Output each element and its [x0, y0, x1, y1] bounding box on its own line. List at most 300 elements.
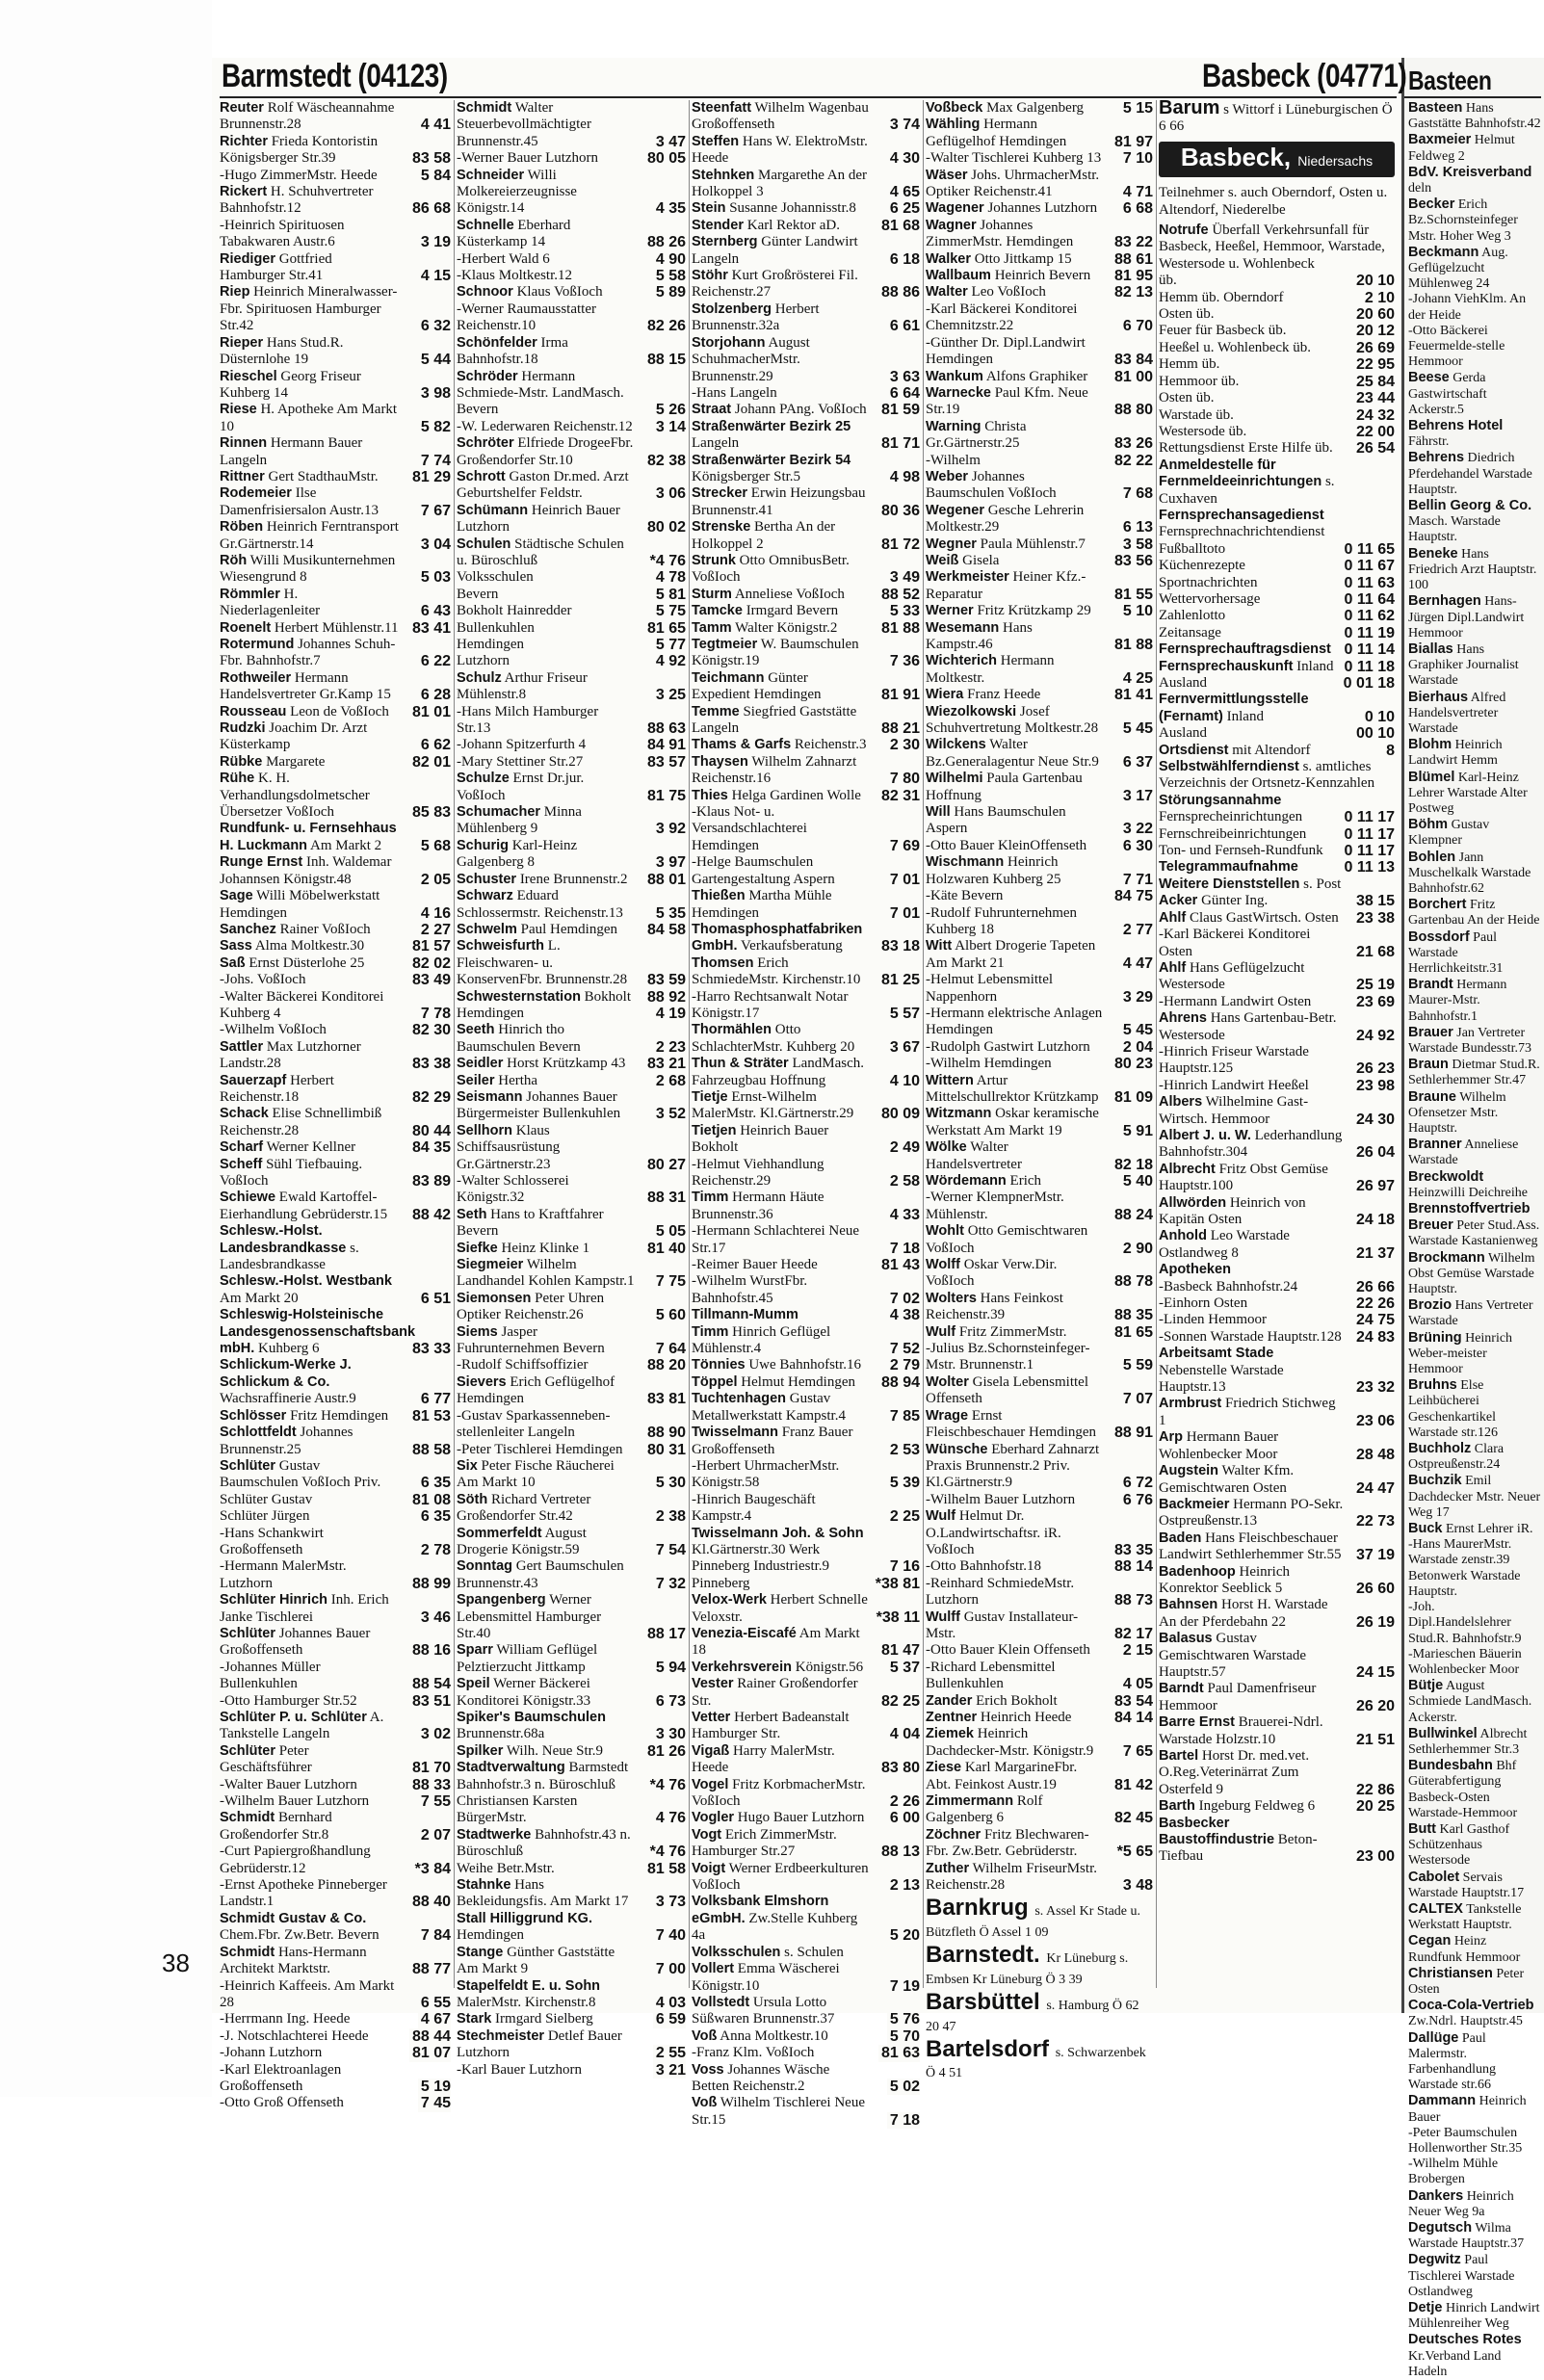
phone-number: 22 00: [1353, 424, 1395, 440]
listing-entry: [457, 569, 686, 586]
listing-entry: [220, 1743, 451, 1777]
listing-entry: [220, 754, 451, 771]
entry-name: Seismann: [457, 1088, 523, 1105]
entry-name: Thaysen: [692, 753, 748, 770]
listing-entry: [692, 200, 920, 217]
entry-name: Volksschulen: [692, 1944, 781, 1960]
listing-entry: [926, 854, 1153, 888]
phone-number: 5 75: [653, 603, 686, 619]
entry-text: Erich Geflügelhof Hemdingen: [457, 1373, 615, 1407]
phone-number: 7 00: [653, 1961, 686, 1977]
phone-number: 83 21: [644, 1056, 686, 1072]
listing-entry: [926, 1324, 1153, 1341]
entry-text: Erich Bokholt: [976, 1692, 1058, 1709]
entry-text: Hemm üb. Oberndorf: [1159, 289, 1284, 305]
listing-entry: [220, 1911, 451, 1945]
entry-text: Martha Mühle Hemdingen: [692, 888, 832, 921]
entry-name: Dallüge: [1408, 2029, 1459, 2046]
place-note: s. Assel Kr Stade u. Bützfleth Ö Assel 1 09: [926, 1904, 1141, 1940]
listing-entry: [457, 1241, 686, 1257]
entry-text: Otto SchlachterMstr. Kuhberg 20: [692, 1022, 855, 1055]
listing-entry: [1408, 1441, 1541, 1473]
phone-number: 3 63: [887, 369, 920, 385]
entry-name: Sattler: [220, 1038, 264, 1055]
phone-number: 5 84: [418, 168, 451, 184]
entry-text: -Harro Rechtsanwalt Notar Königstr.17: [692, 988, 849, 1021]
entry-name: Wegener: [926, 502, 984, 518]
listing-entry: [692, 1777, 920, 1811]
entry-text: L. Fleischwaren- u. KonservenFbr. Brunnenstr.28: [457, 938, 628, 988]
place-note: s. Schwarzenbek Ö 4 51: [926, 2045, 1146, 2081]
entry-text: Westersode üb.: [1159, 423, 1247, 439]
listing-entry: [926, 1056, 1153, 1072]
phone-number: 4 33: [887, 1207, 920, 1223]
entry-text: Leo VoßIoch: [971, 284, 1046, 301]
entry-name: Tietje: [692, 1088, 728, 1105]
entry-name: Fernsprechauftragsdienst: [1159, 641, 1331, 658]
entry-text: -Hugo ZimmerMstr. Heede: [220, 167, 378, 183]
entry-name: Wünsche: [926, 1441, 988, 1457]
entry-name: Tuchtenhagen: [692, 1391, 787, 1407]
entry-text: Wilhelm Tischlerei Neue Str.15: [692, 2095, 866, 2128]
entry-name: Schnoor: [457, 284, 513, 301]
entry-text: Herbert Schnelle Veloxstr.: [692, 1592, 868, 1625]
listing-entry: [926, 1073, 1153, 1107]
entry-text: Heeßel u. Wohlenbeck üb.: [1159, 339, 1312, 355]
listing-entry: [692, 1391, 920, 1425]
entry-text: Heinrich Landwirt Hemm: [1408, 738, 1503, 769]
entry-text: Heinrich Dachdecker-Mstr. Königstr.9: [926, 1726, 1094, 1759]
entry-name: Beese: [1408, 370, 1450, 386]
entry-text: August SchuhmacherMstr. Brunnenstr.29: [692, 334, 810, 384]
entry-name: Timm: [692, 1323, 729, 1340]
listing-entry: [220, 335, 451, 369]
entry-name: Armbrust: [1159, 1396, 1222, 1412]
entry-text: Fährstr.: [1408, 434, 1450, 450]
listing-entry: [457, 1207, 686, 1241]
entry-text: Heinrich Bevern: [994, 268, 1091, 284]
entry-name: Dammann: [1408, 2093, 1477, 2109]
entry-text: Hans Baumschulen Aspern: [926, 804, 1066, 837]
listing-entry: [692, 268, 920, 301]
phone-number: 0 11 19: [1342, 625, 1396, 641]
phone-number: 80 31: [644, 1442, 686, 1458]
entry-text: Bevern: [457, 586, 499, 602]
phone-number: 6 64: [887, 385, 920, 402]
phone-number: 25 19: [1353, 977, 1395, 993]
entry-text: Gerda Gastwirtschaft Ackerstr.5: [1408, 371, 1487, 417]
entry-text: Heinzwilli Deichreihe: [1408, 1185, 1529, 1200]
phone-number: 83 58: [409, 150, 451, 167]
phone-number: 88 86: [878, 284, 920, 301]
listing-entry: [692, 453, 920, 486]
entry-name: Wiera: [926, 687, 964, 703]
entry-text: Günter Ing.: [1201, 893, 1269, 909]
entry-text: Diedrich Pferdehandel Warstade Hauptstr.: [1408, 451, 1532, 497]
phone-number: 0 10: [1362, 709, 1395, 725]
listing-entry: [926, 1341, 1153, 1374]
entry-text: s. Landesbrandkasse: [220, 1240, 359, 1273]
entry-text: -Klaus Moltkestr.12: [457, 268, 572, 284]
phone-number: 5 59: [1120, 1357, 1153, 1373]
entry-text: Johannes ZimmerMstr. Hemdingen: [926, 217, 1074, 250]
entry-text: Volksschulen: [457, 569, 534, 586]
entry-name: Siegmeier: [457, 1257, 524, 1273]
entry-text: -Reinhard SchmiedeMstr. Lutzhorn: [926, 1575, 1075, 1608]
entry-name: Buchholz: [1408, 1441, 1472, 1457]
listing-entry: [220, 955, 451, 972]
entry-text: Willi Möbelwerkstatt Hemdingen: [220, 888, 380, 921]
listing-entry: [1159, 893, 1395, 909]
phone-number: 2 04: [1120, 1039, 1153, 1056]
entry-name: Bellin Georg & Co.: [1408, 498, 1532, 514]
entry-name: Sage: [220, 888, 253, 904]
listing-entry: [457, 1492, 686, 1526]
entry-text: Karl Gasthof Schützenhaus Westersode: [1408, 1821, 1510, 1869]
phone-number: 6 35: [418, 1475, 451, 1491]
entry-name: Störungsannahme: [1159, 792, 1282, 808]
entry-name: Albert J. u. W.: [1159, 1127, 1251, 1143]
entry-name: Baden: [1159, 1530, 1202, 1546]
listing-entry: [1159, 374, 1395, 390]
entry-text: Hinrich Geflügel Mühlenstr.4: [692, 1323, 831, 1357]
entry-text: MalerMstr. Kirchenstr.8: [457, 1994, 596, 2010]
column-1: [220, 100, 451, 2112]
listing-entry: [1159, 558, 1395, 574]
entry-text: Schlüter Jürgen: [220, 1508, 310, 1525]
column-2: [457, 100, 686, 2079]
phone-number: 22 95: [1353, 356, 1395, 373]
phone-number: 80 05: [644, 150, 686, 167]
listing-entry: [457, 1710, 686, 1743]
phone-number: 7 68: [1120, 485, 1153, 502]
entry-text: Erich: [1009, 1173, 1042, 1189]
phone-number: 21 68: [1353, 944, 1395, 960]
phone-number: 3 21: [653, 2062, 686, 2079]
entry-text: Gert Baumschulen Brunnenstr.43: [457, 1558, 624, 1591]
listing-entry: [220, 2095, 451, 2111]
entry-text: Hermann Bauer Wohlenbecker Moor: [1159, 1429, 1279, 1462]
listing-entry: [692, 989, 920, 1023]
entry-text: -Hans Langeln: [692, 384, 777, 401]
listing-entry: [692, 1526, 920, 1576]
phone-number: 4 76: [653, 1810, 686, 1826]
listing-entry: [692, 234, 920, 268]
listing-entry: [926, 1827, 1153, 1861]
entry-name: Strunk: [692, 552, 736, 568]
entry-name: CALTEX: [1408, 1900, 1463, 1917]
entry-text: Inland: [1296, 658, 1334, 674]
entry-text: Hermann Häute Brunnenstr.36: [692, 1190, 824, 1222]
listing-entry: [220, 1273, 451, 1307]
entry-text: Willi Musikunternehmen Wiesengrund 8: [220, 552, 396, 586]
phone-number: 81 57: [409, 938, 451, 955]
listing-entry: [1408, 498, 1541, 546]
phone-number: 20 60: [1353, 306, 1395, 323]
entry-text: Eberhard Zahnarzt Praxis Brunnenstr.2 Priv. Kl.Gärtnerstr.9: [926, 1441, 1100, 1491]
phone-number: 4 04: [887, 1726, 920, 1742]
entry-text: Hemdingen: [457, 1005, 524, 1021]
banner-title: Basbeck,: [1180, 142, 1292, 171]
entry-text: Richard Vertreter Großendorfer Str.42: [457, 1491, 591, 1525]
listing-entry: [220, 469, 451, 485]
entry-text: s Wittorf i Lüneburgischen Ö 6 66: [1159, 102, 1393, 135]
listing-entry: [457, 1877, 686, 1911]
entry-text: -Wilhelm: [926, 452, 981, 468]
listing-entry: [692, 1257, 920, 1273]
listing-entry: [1159, 541, 1395, 558]
place-name: Barsbüttel: [926, 1989, 1040, 2016]
entry-text: Sühl Tiefbauing. VoßIoch: [220, 1156, 363, 1189]
phone-number: 38 15: [1353, 893, 1395, 909]
listing-entry: [692, 1022, 920, 1056]
entry-text: Emil Dachdecker Mstr. Neuer Weg 17: [1408, 1474, 1541, 1520]
phone-number: 2 27: [418, 922, 451, 938]
listing-entry: [220, 134, 451, 168]
entry-text: Wilma Warstade Hauptstr.37: [1408, 2221, 1525, 2252]
listing-entry: [692, 1056, 920, 1089]
entry-name: Schwarz: [457, 888, 513, 904]
listing-entry: [1159, 407, 1395, 424]
entry-text: Günter Landwirt Langeln: [692, 234, 858, 267]
place-entry: [926, 1989, 1153, 2035]
listing-entry: [1408, 1726, 1541, 1758]
entry-name: Seeth: [457, 1022, 495, 1038]
entry-text: mit Altendorf: [1232, 742, 1311, 758]
entry-text: Hans-Jürgen Dipl.Landwirt Hemmoor: [1408, 594, 1525, 641]
phone-number: 84 58: [644, 922, 686, 938]
entry-text: -Werner Bauer Lutzhorn: [457, 150, 599, 167]
entry-name: Tamm: [692, 619, 732, 636]
phone-number: 81 40: [644, 1241, 686, 1257]
entry-text: Fritz Krützkamp 29: [977, 603, 1091, 619]
listing-entry: [457, 1827, 686, 1861]
entry-text: -J. Notschlachterei Heede: [220, 2027, 369, 2044]
entry-name: Stechmeister: [457, 2027, 545, 2044]
phone-number: 7 16: [887, 1558, 920, 1575]
listing-entry: [926, 888, 1153, 904]
listing-entry: [220, 771, 451, 821]
listing-entry: [1408, 1137, 1541, 1168]
entry-name: Albrecht: [1159, 1161, 1216, 1177]
entry-name: Twisselmann: [692, 1425, 778, 1441]
entry-text: Ton- und Fernseh-Rundfunk: [1159, 843, 1323, 859]
listing-entry: [220, 1978, 451, 2012]
phone-number: 5 44: [418, 352, 451, 368]
phone-number: 6 37: [1120, 754, 1153, 771]
entry-name: Thams & Garfs: [692, 737, 792, 753]
listing-entry: [692, 704, 920, 738]
listing-entry: [1408, 929, 1541, 978]
entry-text: Masch. Warstade Hauptstr.: [1408, 514, 1501, 545]
listing-entry: [1159, 1329, 1395, 1346]
listing-entry: [220, 1022, 451, 1038]
entry-text: -Helge Baumschulen Gartengestaltung Aspern: [692, 854, 835, 887]
listing-entry: [1408, 1678, 1541, 1726]
listing-entry: [926, 905, 1153, 939]
entry-text: Ingeburg Feldweg 6: [1198, 1798, 1316, 1815]
phone-number: 82 18: [1112, 1157, 1153, 1173]
listing-entry: [457, 737, 686, 753]
entry-text: Franz Bauer Großoffenseth: [692, 1425, 853, 1457]
entry-text: -Rudolf Fuhrunternehmen Kuhberg 18: [926, 904, 1078, 937]
listing-entry: [457, 872, 686, 888]
listing-entry: [457, 1526, 686, 1559]
entry-name: Schmidt: [220, 1944, 275, 1960]
phone-number: 88 01: [644, 872, 686, 888]
entry-text: -Werner Raumausstatter Reichenstr.10: [457, 301, 596, 334]
phone-number: 7 74: [418, 453, 451, 469]
entry-text: Werner Kellner: [266, 1139, 356, 1156]
column-3: [692, 100, 920, 2129]
entry-text: Werner Erdbeerkulturen VoßIoch: [692, 1860, 869, 1894]
entry-name: Straat: [692, 402, 732, 418]
entry-name: Stange: [457, 1944, 504, 1960]
listing-entry: [1408, 1473, 1541, 1521]
entry-name: Breckwoldt: [1408, 1168, 1484, 1185]
listing-entry: [220, 435, 451, 469]
column-divider: [689, 100, 690, 1988]
entry-name: Wegner: [926, 536, 977, 552]
entry-text: Peter Uhren Optiker Reichenstr.26: [457, 1290, 605, 1323]
entry-text: s. Schulen: [784, 1944, 844, 1960]
entry-text: Kr.Verband Land Hadeln: [1408, 2348, 1502, 2379]
phone-number: 5 60: [653, 1307, 686, 1323]
listing-entry: [457, 1291, 686, 1324]
phone-number: 7 69: [887, 838, 920, 854]
entry-name: Stender: [692, 217, 744, 233]
entry-text: Bertha An der Holkoppel 2: [692, 519, 836, 552]
entry-name: Rittner: [220, 468, 265, 484]
entry-name: Behrens Hotel: [1408, 418, 1504, 434]
phone-number: 26 69: [1353, 340, 1395, 356]
entry-name: Steffen: [692, 133, 740, 149]
listing-entry: [926, 1576, 1153, 1609]
listing-entry: [457, 771, 686, 804]
listing-entry: [692, 1660, 920, 1676]
entry-name: Schumacher: [457, 804, 541, 821]
phone-number: 80 44: [409, 1123, 451, 1139]
phone-number: 2 05: [418, 872, 451, 888]
entry-name: Schröder: [457, 368, 518, 384]
phone-number: 5 45: [1120, 720, 1153, 737]
entry-name: Balasus: [1159, 1631, 1213, 1647]
entry-text: -Karl Elektroanlagen Großoffenseth: [220, 2061, 342, 2094]
phone-number: 83 54: [1112, 1693, 1153, 1710]
entry-text: -Wilhelm Bauer Lutzhorn: [926, 1491, 1076, 1507]
listing-entry: [457, 419, 686, 435]
listing-entry: [1408, 2126, 1541, 2157]
entry-name: Sturm: [692, 586, 732, 602]
entry-text: Werner Bäckerei Konditorei Königstr.33: [457, 1676, 591, 1709]
phone-number: 83 38: [409, 1056, 451, 1072]
phone-number: 6 55: [418, 1995, 451, 2011]
phone-number: 0 11 13: [1342, 859, 1396, 876]
entry-name: Schlüter P. u. Schlüter: [220, 1710, 367, 1725]
entry-text: Klaus Schiffsausrüstung Gr.Gärtnerstr.23: [457, 1122, 561, 1172]
entry-text: Königsberger Str.5: [692, 468, 801, 484]
phone-number: *4 76: [647, 1777, 686, 1793]
listing-entry: [220, 1458, 451, 1492]
entry-text: Hans Gaststätte Bahnhofstr.42: [1408, 101, 1541, 132]
entry-text: Hermann Maurer-Mstr. Bahnhofstr.1: [1408, 978, 1507, 1024]
listing-entry: [926, 100, 1153, 117]
entry-name: Bullwinkel: [1408, 1725, 1478, 1741]
phone-number: 7 32: [653, 1576, 686, 1592]
entry-text: Heinz Klinke 1: [501, 1240, 590, 1256]
entry-text: Horst Dr. med.vet. O.Reg.Veterinärrat Zum Osterfeld 9: [1159, 1748, 1310, 1797]
entry-text: Brunnenstr.68a: [457, 1726, 545, 1742]
listing-entry: [1408, 817, 1541, 849]
phone-number: 4 41: [418, 117, 451, 133]
phone-number: 3 29: [1120, 989, 1153, 1006]
entry-name: Allwörden: [1159, 1194, 1227, 1211]
entry-text: Günter Expedient Hemdingen: [692, 669, 822, 703]
listing-entry: [1408, 1250, 1541, 1298]
entry-text: Johs. UhrmacherMstr. Optiker Reichenstr.41: [926, 167, 1100, 200]
listing-entry: [692, 100, 920, 134]
place-name: Barnstedt.: [926, 1942, 1040, 1969]
listing-entry: [692, 1089, 920, 1123]
phone-number: 82 31: [878, 788, 920, 804]
phone-number: 2 13: [887, 1877, 920, 1894]
phone-number: 6 13: [1120, 519, 1153, 536]
phone-number: 4 78: [653, 569, 686, 586]
entry-name: Dankers: [1408, 2187, 1464, 2204]
entry-name: Telegrammaufnahme: [1159, 859, 1298, 876]
entry-text: Franz Heede: [967, 687, 1041, 703]
listing-entry: [926, 1190, 1153, 1223]
entry-text: -Heinrich Kaffeeis. Am Markt 28: [220, 1977, 395, 2010]
phone-number: 6 70: [1120, 318, 1153, 334]
listing-entry: [692, 788, 920, 804]
entry-text: Brauerei-Ndrl. Warstade Holzstr.10: [1159, 1714, 1323, 1747]
entry-text: Peter Fische Räucherei Am Markt 10: [457, 1457, 615, 1491]
listing-entry: [1408, 1569, 1541, 1600]
entry-text: Wilhelmine Gast-Wirtsch. Hemmoor: [1159, 1094, 1309, 1127]
listing-entry: [926, 1006, 1153, 1039]
phone-number: 24 18: [1353, 1212, 1395, 1228]
entry-name: Borchert: [1408, 897, 1467, 913]
listing-entry: [457, 1558, 686, 1592]
entry-text: Heinrich Weber-meister Hemmoor: [1408, 1330, 1513, 1377]
entry-text: Gustav Klempner: [1408, 818, 1490, 849]
phone-number: 6 30: [1120, 838, 1153, 854]
entry-text: Reichenstr.3: [794, 737, 867, 753]
entry-name: Steenfatt: [692, 100, 752, 116]
entry-name: Stark: [457, 2011, 492, 2027]
listing-entry: [692, 1492, 920, 1526]
listing-entry: [692, 1357, 920, 1373]
entry-name: Degwitz: [1408, 2252, 1461, 2268]
phone-number: 3 49: [887, 569, 920, 586]
listing-entry: [220, 100, 451, 134]
phone-number: 81 71: [878, 435, 920, 452]
phone-number: 7 67: [418, 503, 451, 519]
entry-text: -Mary Stettiner Str.27: [457, 753, 584, 770]
listing-entry: [1408, 1933, 1541, 1965]
entry-text: August Schmiede LandMasch. Ackerstr.: [1408, 1679, 1532, 1725]
entry-name: Vogler: [692, 1810, 735, 1826]
entry-name: Stein: [692, 200, 726, 217]
entry-name: Schack: [220, 1106, 269, 1122]
entry-text: Johannes Baumschulen VoßIoch: [926, 468, 1057, 502]
entry-name: Speil: [457, 1676, 490, 1692]
phone-number: 82 29: [409, 1089, 451, 1106]
entry-name: Bartel: [1159, 1748, 1199, 1764]
entry-name: Stadtwerke: [457, 1826, 532, 1843]
listing-entry: [1408, 1521, 1541, 1537]
